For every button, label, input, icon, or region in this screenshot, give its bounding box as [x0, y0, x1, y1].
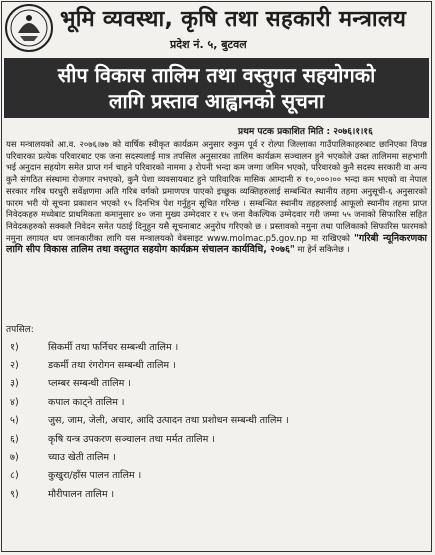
list-item	[10, 466, 410, 484]
list-item	[10, 337, 410, 355]
list-item-number: ६)	[10, 433, 19, 445]
list-item-text: कपाल काट्ने तालिम ।	[48, 396, 125, 408]
list-item	[10, 374, 410, 392]
notice-banner	[4, 58, 429, 118]
list-item-text: कृषि यन्त्र उपकरण सञ्चालन तथा मर्मत तालिम ।	[48, 433, 215, 445]
province-subtitle: प्रदेश नं. ५, बुटवल	[170, 38, 247, 51]
publish-date: प्रथम पटक प्रकाशित मिति : २०७६।१।१६	[238, 127, 373, 137]
list-item	[10, 411, 410, 429]
nepal-government-emblem-icon	[4, 3, 54, 53]
list-item-number: १)	[10, 341, 19, 353]
list-item	[10, 429, 410, 447]
list-item-text: जुस, जाम, जेली, अचार, आदि उत्पादन तथा प्रशोधन सम्बन्धी तालिम ।	[48, 415, 289, 427]
body-paragraph-end: मा हेर्न सकिनेछ ।	[297, 244, 350, 255]
list-item	[10, 447, 410, 465]
list-item-number: ३)	[10, 378, 19, 390]
list-item-number: ८)	[10, 470, 19, 482]
list-item-number: ९)	[10, 488, 19, 500]
list-item-number: २)	[10, 360, 19, 372]
list-item-text: प्लम्बर सम्बन्धी तालिम ।	[48, 378, 131, 390]
body-paragraph: यस मन्त्रालयको आ.व. २०७६।७७ को वार्षिक स्वीकृत कार्यक्रम अनुसार रुकुम पूर्व र रोल्पा जिल्लाका गाउँपालिकाहरुबाट छानिएका विपन्न परिवारका प्रत्येक परिवारबाट एक जना सदस्यलाई मात्र तपसिल अनुसारका तालिम कार्यक्रम सञ्चालन हुने भएकोले उक्त तालिममा सहभागी भई अनुदान सहयोग समेत प्राप्त गर्न चाहने परिवारको नाममा ३ रोपनी भन्दा कम जग्गा जमिन भएको, परिवारको कुनै सदस्य सरकारी वा अन्य कुनै संगठित संस्थामा रोजगार नभएको, कुनै पेशा व्यवसायबाट हुने पारिवारिक मासिक आम्दानी रु १०,०००।०० भन्दा कम भएको वा नेपाल सरकार गरिब घरधुरी सर्वेक्षणमा अति गरिब वर्गको प्रमाणपत्र पाएको इच्छुक व्यक्तिहरुलाई सम्बन्धित स्थानीय तहमा अनुसूची-६ अनुसारको फारम भरी यो सूचना प्रकाशन भएको १५ दिनभित्र पेश गर्नुहुन सूचित गरिन्छ । सम्बन्धित स्थानीय तहहरुलाई आफूलो स्थानीय तहमा प्राप्त निवेदकहरु मध्येबाट प्राथमिकता कमानुसार ४० जना मुख्य उम्मेदवार र १५ जना वैकल्पिक उम्मेदवार गरी जम्मा ५५ जनाको सिफारिस सहित निवेदकहरुको सक्कलै निवेदन समेत पठाई दिनुहुन यसै सूचनाबाट अनुरोध गरिएको छ । प्रस्तावको नमुना तथा पालिकाको सिफारिस फारमको नमुना लगायत थप जानकारीका लागि यस मन्त्रालयको वेबसाइट www.molmac.p5.gov.np मा राखिएको	[6, 139, 427, 243]
list-item-number: ७)	[10, 452, 19, 464]
list-item-text: सिकर्मी तथा फर्निचर सम्बन्धी तालिम ।	[48, 341, 179, 353]
banner-title-line2: लागि प्रस्ताव आह्वानको सूचना	[108, 89, 325, 113]
list-item-text: कुखुरा/हाँस पालन तालिम ।	[48, 470, 142, 482]
list-item-text: डकर्मी तथा रंगरोगन सम्बन्धी तालिम ।	[48, 360, 176, 372]
list-item	[10, 484, 410, 502]
list-item	[10, 355, 410, 373]
training-list	[10, 337, 410, 503]
notice-body	[6, 139, 427, 256]
ministry-title: भूमि व्यवस्था, कृषि तथा सहकारी मन्त्रालय	[60, 7, 407, 32]
body-guideline-reference: "गरिबी न्यूनिकरणका लागि सीप विकास तालिम तथा वस्तुगत सहयोग कार्यक्रम संचालन कार्यविधि, २०७६"	[6, 232, 427, 256]
list-item-text: च्याउ खेती तालिम ।	[48, 452, 116, 464]
list-item-text: मौरीपालन तालिम ।	[48, 488, 115, 500]
list-item-number: ५)	[10, 415, 19, 427]
list-item	[10, 392, 410, 410]
list-intro: तपसिल:	[6, 325, 34, 335]
banner-title-line1: सीप विकास तालिम तथा वस्तुगत सहयोगको	[57, 63, 376, 87]
list-item-number: ४)	[10, 396, 19, 408]
